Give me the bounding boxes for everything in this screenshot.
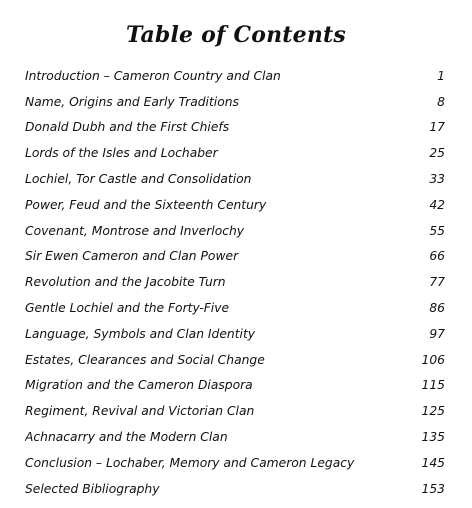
toc-entry-page-number: 115 <box>421 378 445 393</box>
toc-entry-title: Power, Feud and the Sixteenth Century <box>25 197 267 212</box>
toc-entry <box>25 269 445 295</box>
toc-entry <box>25 192 445 218</box>
toc-entry-title: Regiment, Revival and Victorian Clan <box>25 404 255 419</box>
toc-entry-page-number: 1 <box>437 68 445 83</box>
toc-entry-page-number: 153 <box>421 481 445 496</box>
toc-entry-page-number: 86 <box>429 301 445 316</box>
toc-entry-page-number: 8 <box>437 94 445 109</box>
toc-entry <box>25 140 445 166</box>
toc-entry-page-number: 97 <box>429 326 445 341</box>
toc-entry-title: Language, Symbols and Clan Identity <box>25 326 256 341</box>
toc-entry-title: Lords of the Isles and Lochaber <box>25 146 218 161</box>
toc-entry <box>25 89 445 115</box>
toc-entry <box>25 218 445 244</box>
toc-entry-page-number: 106 <box>421 352 445 367</box>
toc-entry-page-number: 17 <box>429 120 445 135</box>
toc-entry-page-number: 135 <box>421 430 445 445</box>
toc-entry-title: Revolution and the Jacobite Turn <box>25 275 226 290</box>
toc-entry-title: Lochiel, Tor Castle and Consolidation <box>25 172 252 187</box>
toc-entry-title: Selected Bibliography <box>25 481 160 496</box>
toc-entry-page-number: 125 <box>421 404 445 419</box>
toc-entry <box>25 424 445 450</box>
toc-entry-page-number: 145 <box>421 455 445 470</box>
toc-entry <box>25 476 445 502</box>
toc-entry <box>25 244 445 270</box>
toc-entry <box>25 450 445 476</box>
toc-entry-page-number: 33 <box>429 172 445 187</box>
toc-entry-title: Name, Origins and Early Traditions <box>25 94 239 109</box>
toc-entry-title: Gentle Lochiel and the Forty-Five <box>25 301 230 316</box>
toc-entry-title: Estates, Clearances and Social Change <box>25 352 265 367</box>
toc-entry <box>25 347 445 373</box>
toc-entry <box>25 166 445 192</box>
toc-entry-title: Achnacarry and the Modern Clan <box>25 430 228 445</box>
toc-entry-title: Conclusion – Lochaber, Memory and Cameron Legacy <box>25 455 355 470</box>
toc-entry-title: Covenant, Montrose and Inverlochy <box>25 223 245 238</box>
page-title: Table of Contents <box>126 21 346 48</box>
toc-entry <box>25 373 445 399</box>
toc-list <box>25 63 445 502</box>
toc-entry <box>25 295 445 321</box>
toc-entry-title: Sir Ewen Cameron and Clan Power <box>25 249 239 264</box>
toc-entry <box>25 115 445 141</box>
toc-entry-page-number: 77 <box>429 275 445 290</box>
toc-entry-page-number: 25 <box>429 146 445 161</box>
toc-entry-page-number: 55 <box>429 223 445 238</box>
toc-entry-page-number: 42 <box>429 197 445 212</box>
toc-entry <box>25 321 445 347</box>
toc-entry-title: Migration and the Cameron Diaspora <box>25 378 253 393</box>
toc-entry-title: Donald Dubh and the First Chiefs <box>25 120 230 135</box>
toc-entry <box>25 63 445 89</box>
toc-entry <box>25 398 445 424</box>
toc-entry-page-number: 66 <box>429 249 445 264</box>
toc-entry-title: Introduction – Cameron Country and Clan <box>25 68 281 83</box>
